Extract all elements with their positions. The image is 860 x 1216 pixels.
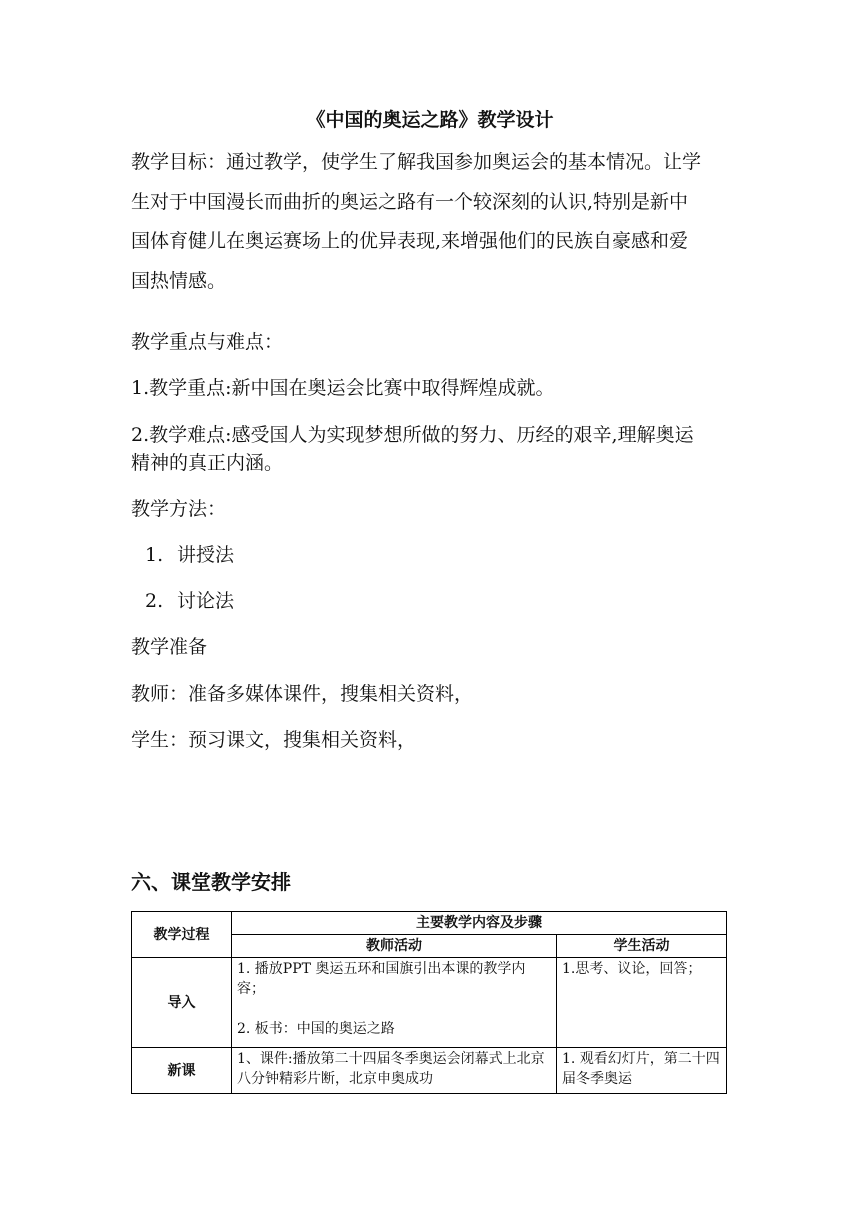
difficulty-line-1: 2.教学难点:感受国人为实现梦想所做的努力、历经的艰辛,理解奥运 — [131, 424, 694, 446]
difficulty-line-2: 精神的真正内涵。 — [131, 452, 284, 474]
document-title: 《中国的奥运之路》教学设计 — [306, 109, 554, 131]
focus-point: 1.教学重点:新中国在奥运会比赛中取得辉煌成就。 — [131, 377, 555, 399]
header-teacher: 教师活动 — [232, 935, 557, 958]
stage-cell: 导入 — [132, 958, 232, 1048]
method-text: 讨论法 — [177, 590, 235, 612]
teacher-activity-item: 2. 板书：中国的奥运之路 — [237, 1021, 395, 1037]
header-student: 学生活动 — [557, 935, 727, 958]
table-row — [132, 958, 727, 1048]
prep-student: 学生：预习课文，搜集相关资料， — [131, 729, 417, 751]
objectives-line-4: 国热情感。 — [131, 270, 227, 292]
method-item — [145, 586, 234, 616]
objectives-line-3: 国体育健儿在奥运赛场上的优异表现,来增强他们的民族自豪感和爱 — [131, 230, 689, 252]
section-heading: 六、课堂教学安排 — [131, 870, 291, 894]
header-process: 教学过程 — [132, 912, 232, 958]
student-activity-cell: 1.思考、议论，回答； — [557, 958, 727, 1048]
method-number: 2. — [145, 590, 164, 612]
focus-heading: 教学重点与难点： — [131, 331, 284, 353]
header-main: 主要教学内容及步骤 — [232, 912, 727, 935]
method-number: 1. — [145, 544, 164, 566]
stage-cell: 新课 — [132, 1048, 232, 1094]
objectives-line-2: 生对于中国漫长而曲折的奥运之路有一个较深刻的认识,特别是新中 — [131, 191, 689, 213]
objectives-line-1: 教学目标：通过教学，使学生了解我国参加奥运会的基本情况。让学 — [131, 151, 702, 173]
student-activity-cell: 1. 观看幻灯片，第二十四届冬季奥运 — [557, 1048, 727, 1094]
prep-heading: 教学准备 — [131, 636, 208, 658]
teacher-activity-cell: 1、课件:播放第二十四届冬季奥运会闭幕式上北京八分钟精彩片断，北京申奥成功 — [232, 1048, 557, 1094]
method-item — [145, 540, 234, 570]
table-header-row — [132, 912, 727, 935]
prep-teacher: 教师：准备多媒体课件，搜集相关资料， — [131, 683, 474, 705]
teacher-activity-item: 1. 播放PPT 奥运五环和国旗引出本课的教学内容； — [237, 961, 526, 997]
table-row — [132, 1048, 727, 1094]
teacher-activity-cell — [232, 958, 557, 1048]
lesson-plan-table — [131, 911, 727, 1094]
method-text: 讲授法 — [177, 544, 235, 566]
methods-heading: 教学方法： — [131, 498, 227, 520]
